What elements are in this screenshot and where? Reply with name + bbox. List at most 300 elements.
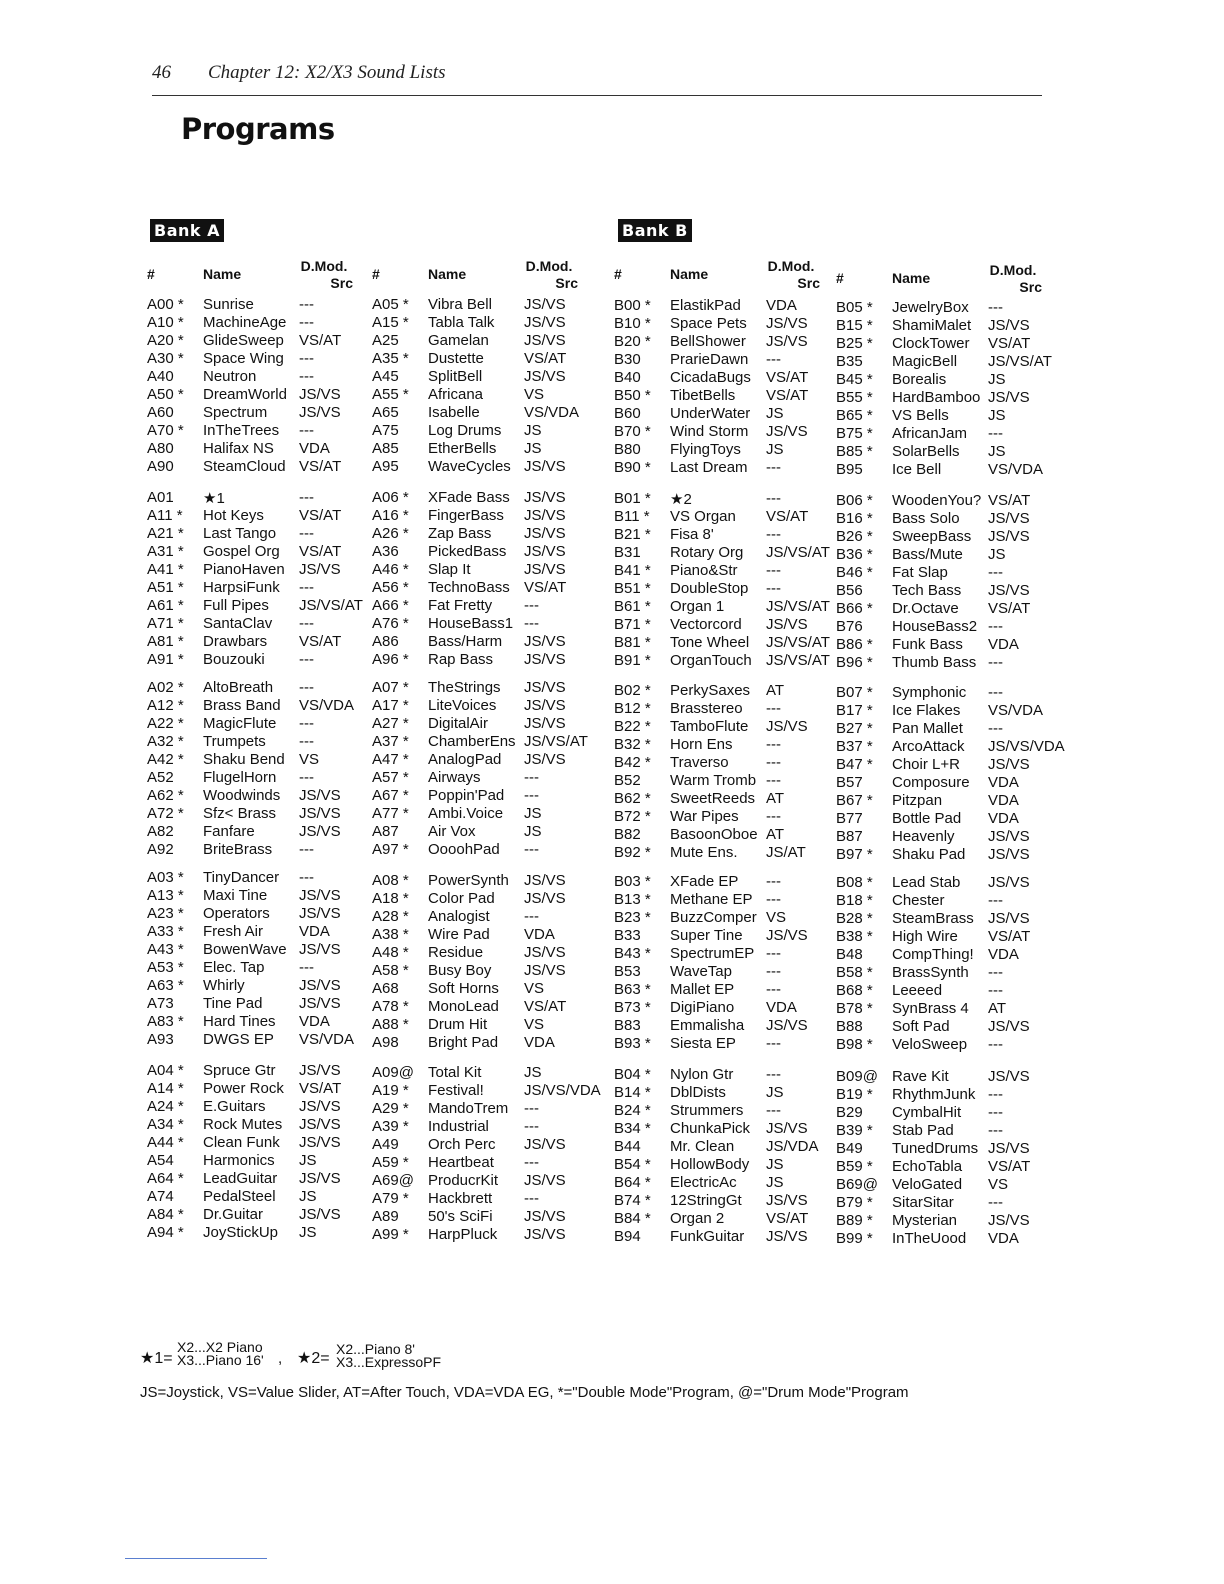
program-dmod-src: JS/VS [524, 458, 566, 475]
program-name: Brass Band [203, 697, 281, 714]
program-number: A62 * [147, 787, 184, 804]
program-number: B67 * [836, 792, 873, 809]
star1-label: ★1= [140, 1350, 173, 1367]
star2-x2: X2...Piano 8' [336, 1341, 415, 1357]
program-number: A24 * [147, 1098, 184, 1115]
program-dmod-src: JS/VS [766, 718, 808, 735]
program-number: A30 * [147, 350, 184, 367]
program-number: B62 * [614, 790, 651, 807]
program-number: B70 * [614, 423, 651, 440]
program-name: VS Bells [892, 407, 949, 424]
program-dmod-src: VS/VDA [988, 702, 1044, 719]
program-name: Leeeed [892, 982, 943, 999]
program-number: B71 * [614, 616, 651, 633]
program-number: A91 * [147, 651, 184, 668]
program-name: DWGS EP [203, 1031, 274, 1048]
program-dmod-src: --- [524, 1190, 539, 1207]
program-dmod-src: JS [766, 405, 784, 422]
program-dmod-src: JS/VS [299, 1206, 341, 1223]
program-number: A43 * [147, 941, 184, 958]
col-header-name: Name [892, 270, 931, 286]
program-name: CymbalHit [892, 1104, 962, 1121]
program-dmod-src: JS/VS [299, 1116, 341, 1133]
program-number: A21 * [147, 525, 184, 542]
program-name: DigitalAir [428, 715, 489, 732]
program-name: Whirly [203, 977, 245, 994]
program-number: A39 * [372, 1118, 409, 1135]
program-name: MagicBell [892, 353, 958, 370]
program-number: B17 * [836, 702, 873, 719]
program-number: A68 [372, 980, 399, 997]
program-dmod-src: --- [299, 489, 314, 506]
program-dmod-src: JS/VS [524, 507, 566, 524]
program-number: A69@ [372, 1172, 414, 1189]
program-name: Drawbars [203, 633, 268, 650]
program-number: A15 * [372, 314, 409, 331]
program-name: Wind Storm [670, 423, 749, 440]
program-number: A59 * [372, 1154, 409, 1171]
program-name: Full Pipes [203, 597, 269, 614]
program-name: Bouzouki [203, 651, 265, 668]
program-dmod-src: JS/VS [988, 874, 1030, 891]
program-dmod-src: JS/VS [766, 616, 808, 633]
program-dmod-src: JS/VS [988, 528, 1030, 545]
program-dmod-src: VS/AT [988, 928, 1031, 945]
program-name: Spruce Gtr [203, 1062, 276, 1079]
program-dmod-src: JS/VS [299, 386, 341, 403]
program-dmod-src: --- [299, 615, 314, 632]
program-dmod-src: --- [299, 769, 314, 786]
program-dmod-src: --- [988, 425, 1003, 442]
program-dmod-src: JS/VS [524, 872, 566, 889]
program-dmod-src: --- [988, 654, 1003, 671]
program-dmod-src: VDA [299, 440, 330, 457]
program-name: Festival! [428, 1082, 484, 1099]
program-dmod-src: JS [299, 1224, 317, 1241]
program-dmod-src: VS/AT [299, 633, 342, 650]
program-name: RhythmJunk [892, 1086, 976, 1103]
program-dmod-src: JS/VS [988, 1140, 1030, 1157]
program-dmod-src: --- [766, 459, 781, 476]
program-name: Isabelle [428, 404, 480, 421]
program-number: B52 [614, 772, 641, 789]
program-dmod-src: VS [299, 751, 320, 768]
program-dmod-src: JS/VS [766, 1192, 808, 1209]
program-dmod-src: JS/VS [524, 368, 566, 385]
program-name: PianoHaven [203, 561, 285, 578]
program-dmod-src: JS [524, 1064, 542, 1081]
program-number: A13 * [147, 887, 184, 904]
star2-label: ★2= [297, 1350, 330, 1367]
program-dmod-src: --- [524, 769, 539, 786]
program-number: A34 * [147, 1116, 184, 1133]
program-dmod-src: --- [766, 700, 781, 717]
program-name: LiteVoices [428, 697, 497, 714]
program-name: War Pipes [670, 808, 739, 825]
program-dmod-src: JS/VS [524, 751, 566, 768]
program-number: A38 * [372, 926, 409, 943]
program-name: TechnoBass [428, 579, 510, 596]
program-number: A84 * [147, 1206, 184, 1223]
program-number: B25 * [836, 335, 873, 352]
program-number: A99 * [372, 1226, 409, 1243]
program-number: A92 [147, 841, 174, 858]
program-name: HarpsiFunk [203, 579, 280, 596]
program-number: A31 * [147, 543, 184, 560]
program-name: BuzzComper [670, 909, 757, 926]
program-number: A19 * [372, 1082, 409, 1099]
program-number: A27 * [372, 715, 409, 732]
program-dmod-src: JS/VS/VDA [524, 1082, 601, 1099]
program-number: A07 * [372, 679, 409, 696]
program-number: B76 [836, 618, 863, 635]
program-name: Operators [203, 905, 270, 922]
program-dmod-src: JS/VS [524, 651, 566, 668]
program-dmod-src: --- [299, 715, 314, 732]
program-dmod-src: --- [766, 1102, 781, 1119]
program-dmod-src: --- [988, 1194, 1003, 1211]
program-number: B98 * [836, 1036, 873, 1053]
program-number: A04 * [147, 1062, 184, 1079]
program-dmod-src: JS/VS/AT [766, 634, 830, 651]
program-dmod-src: --- [299, 314, 314, 331]
program-number: B92 * [614, 844, 651, 861]
program-name: Poppin'Pad [428, 787, 505, 804]
program-name: SynBrass 4 [892, 1000, 969, 1017]
program-number: B89 * [836, 1212, 873, 1229]
program-number: B73 * [614, 999, 651, 1016]
program-number: B84 * [614, 1210, 651, 1227]
program-dmod-src: VDA [299, 1013, 330, 1030]
program-number: A52 [147, 769, 174, 786]
dmod-header-line1: D.Mod. [300, 258, 348, 274]
program-number: B86 * [836, 636, 873, 653]
program-dmod-src: --- [766, 963, 781, 980]
program-number: A88 * [372, 1016, 409, 1033]
program-number: B57 [836, 774, 863, 791]
program-dmod-src: --- [988, 1086, 1003, 1103]
program-name: Bottle Pad [892, 810, 962, 827]
program-number: A63 * [147, 977, 184, 994]
program-number: A08 * [372, 872, 409, 889]
program-dmod-src: --- [988, 564, 1003, 581]
program-name: TamboFlute [670, 718, 749, 735]
program-name: ElastikPad [670, 297, 741, 314]
program-name: Drum Hit [428, 1016, 488, 1033]
program-name: Rock Mutes [203, 1116, 283, 1133]
program-dmod-src: JS/VS [766, 423, 808, 440]
program-number: B19 * [836, 1086, 873, 1103]
program-name: Neutron [203, 368, 257, 385]
program-name: JewelryBox [892, 299, 969, 316]
program-name: Trumpets [203, 733, 266, 750]
program-name: Nylon Gtr [670, 1066, 734, 1083]
program-dmod-src: JS/VS/VDA [988, 738, 1065, 755]
program-number: B72 * [614, 808, 651, 825]
program-dmod-src: JS/VS/AT [766, 544, 830, 561]
program-dmod-src: VS/AT [766, 369, 809, 386]
program-dmod-src: VS [524, 980, 545, 997]
program-number: B80 [614, 441, 641, 458]
program-number: B26 * [836, 528, 873, 545]
program-name: Heavenly [892, 828, 955, 845]
program-dmod-src: --- [766, 754, 781, 771]
program-number: A28 * [372, 908, 409, 925]
program-dmod-src: VDA [766, 999, 797, 1016]
program-dmod-src: --- [299, 679, 314, 696]
program-name: Symphonic [892, 684, 967, 701]
program-name: Soft Pad [892, 1018, 950, 1035]
program-name: Brasstereo [670, 700, 743, 717]
program-name: Shaku Bend [203, 751, 285, 768]
program-dmod-src: JS/VS [524, 314, 566, 331]
program-dmod-src: JS/VS [299, 1134, 341, 1151]
program-dmod-src: JS [766, 1156, 784, 1173]
program-name: InTheUood [892, 1230, 967, 1247]
program-number: B22 * [614, 718, 651, 735]
program-name: LeadGuitar [203, 1170, 278, 1187]
dmod-header-line2: Src [555, 275, 578, 291]
program-number: B09@ [836, 1068, 878, 1085]
program-number: A12 * [147, 697, 184, 714]
program-number: B39 * [836, 1122, 873, 1139]
program-dmod-src: JS/VS [299, 1098, 341, 1115]
program-dmod-src: AT [766, 826, 785, 843]
program-name: Hackbrett [428, 1190, 493, 1207]
program-number: A51 * [147, 579, 184, 596]
program-dmod-src: JS/VS [299, 561, 341, 578]
program-dmod-src: --- [988, 892, 1003, 909]
program-name: SplitBell [428, 368, 483, 385]
program-number: B96 * [836, 654, 873, 671]
dmod-header-line1: D.Mod. [767, 258, 815, 274]
program-name: Dustette [428, 350, 484, 367]
program-name: Chester [892, 892, 945, 909]
program-name: Piano&Str [670, 562, 738, 579]
program-name: HouseBass2 [892, 618, 978, 635]
program-dmod-src: JS/VS/AT [299, 597, 363, 614]
program-dmod-src: --- [299, 869, 314, 886]
program-number: B08 * [836, 874, 873, 891]
program-number: A78 * [372, 998, 409, 1015]
program-name: ProducrKit [428, 1172, 499, 1189]
program-number: B85 * [836, 443, 873, 460]
program-dmod-src: --- [766, 562, 781, 579]
program-name: PickedBass [428, 543, 507, 560]
program-name: Sunrise [203, 296, 254, 313]
program-name: PerkySaxes [670, 682, 751, 699]
col-header-name: Name [670, 266, 709, 282]
program-name: Busy Boy [428, 962, 492, 979]
program-dmod-src: VS/VDA [299, 697, 355, 714]
program-name: Mysterian [892, 1212, 958, 1229]
program-dmod-src: JS/VS [524, 1172, 566, 1189]
program-name: ChunkaPick [670, 1120, 751, 1137]
program-name: SitarSitar [892, 1194, 954, 1211]
program-number: A33 * [147, 923, 184, 940]
program-name: Residue [428, 944, 484, 961]
program-dmod-src: JS/VS [766, 333, 808, 350]
program-name: Industrial [428, 1118, 489, 1135]
program-name: SantaClav [203, 615, 273, 632]
program-name: Halifax NS [203, 440, 274, 457]
program-name: DigiPiano [670, 999, 735, 1016]
program-name: Spectrum [203, 404, 268, 421]
program-dmod-src: VDA [988, 774, 1019, 791]
program-dmod-src: JS/VS [766, 927, 808, 944]
program-number: A48 * [372, 944, 409, 961]
col-header-dmod-src [295, 258, 353, 292]
program-dmod-src: JS/VS/AT [988, 353, 1052, 370]
program-dmod-src: JS/VS/AT [766, 652, 830, 669]
program-dmod-src: JS/VS [766, 1120, 808, 1137]
program-number: B12 * [614, 700, 651, 717]
program-dmod-src: --- [299, 651, 314, 668]
program-number: A25 [372, 332, 399, 349]
program-name: Mr. Clean [670, 1138, 735, 1155]
program-number: A00 * [147, 296, 184, 313]
dmod-header-line1: D.Mod. [525, 258, 573, 274]
program-number: B65 * [836, 407, 873, 424]
program-dmod-src: VS/AT [766, 508, 809, 525]
program-name: FlugelHorn [203, 769, 277, 786]
program-name: Slap It [428, 561, 471, 578]
program-name: WoodenYou? [892, 492, 982, 509]
program-dmod-src: JS/VS [299, 404, 341, 421]
program-number: B55 * [836, 389, 873, 406]
col-header-number: # [836, 270, 844, 286]
program-number: A22 * [147, 715, 184, 732]
program-dmod-src: --- [988, 982, 1003, 999]
program-number: A36 [372, 543, 399, 560]
program-dmod-src: JS/VS [524, 332, 566, 349]
program-dmod-src: JS/VS [524, 715, 566, 732]
program-name: AltoBreath [203, 679, 274, 696]
dmod-header-line2: Src [330, 275, 353, 291]
program-name: ★1 [203, 490, 225, 507]
program-name: HarpPluck [428, 1226, 498, 1243]
program-dmod-src: JS/VS [524, 944, 566, 961]
page-number: 46 [152, 62, 171, 83]
program-name: VeloGated [892, 1176, 963, 1193]
program-dmod-src: VS/VDA [988, 461, 1044, 478]
program-number: A20 * [147, 332, 184, 349]
program-number: A44 * [147, 1134, 184, 1151]
program-dmod-src: VDA [988, 810, 1019, 827]
program-dmod-src: JS/VDA [766, 1138, 819, 1155]
program-number: B21 * [614, 526, 651, 543]
program-number: A61 * [147, 597, 184, 614]
program-dmod-src: JS [766, 441, 784, 458]
program-number: B83 [614, 1017, 641, 1034]
program-number: B49 [836, 1140, 863, 1157]
program-name: Orch Perc [428, 1136, 496, 1153]
program-name: Sfz< Brass [203, 805, 276, 822]
program-name: Bass Solo [892, 510, 960, 527]
program-number: A06 * [372, 489, 409, 506]
program-dmod-src: --- [524, 615, 539, 632]
program-number: A89 [372, 1208, 399, 1225]
program-name: Gospel Org [203, 543, 280, 560]
program-dmod-src: --- [299, 422, 314, 439]
program-number: B29 [836, 1104, 863, 1121]
program-number: B77 [836, 810, 863, 827]
program-dmod-src: VS/AT [299, 458, 342, 475]
star2-x3: X3...ExpressoPF [336, 1354, 442, 1370]
program-name: VS Organ [670, 508, 736, 525]
program-name: Fisa 8' [670, 526, 714, 543]
program-dmod-src: VDA [766, 297, 797, 314]
program-dmod-src: JS/VS [524, 697, 566, 714]
program-number: A74 [147, 1188, 174, 1205]
program-number: B99 * [836, 1230, 873, 1247]
program-dmod-src: JS/VS [524, 679, 566, 696]
program-name: MagicFlute [203, 715, 277, 732]
program-name: ElectricAc [670, 1174, 737, 1191]
program-dmod-src: JS/VS [988, 1068, 1030, 1085]
program-name: WaveTap [670, 963, 732, 980]
program-number: B47 * [836, 756, 873, 773]
program-name: Lead Stab [892, 874, 961, 891]
program-number: A66 * [372, 597, 409, 614]
program-number: A71 * [147, 615, 184, 632]
program-number: B87 [836, 828, 863, 845]
program-dmod-src: JS [766, 1084, 784, 1101]
program-dmod-src: --- [299, 579, 314, 596]
program-name: FlyingToys [670, 441, 741, 458]
program-name: Space Pets [670, 315, 747, 332]
program-name: ArcoAttack [892, 738, 965, 755]
program-name: Choir L+R [892, 756, 960, 773]
program-number: A72 * [147, 805, 184, 822]
program-dmod-src: JS/VS [988, 846, 1030, 863]
program-number: B66 * [836, 600, 873, 617]
program-name: EtherBells [428, 440, 497, 457]
program-number: A02 * [147, 679, 184, 696]
program-dmod-src: --- [766, 1035, 781, 1052]
program-dmod-src: JS [299, 1152, 317, 1169]
program-number: A01 [147, 489, 174, 506]
program-number: A56 * [372, 579, 409, 596]
program-number: B37 * [836, 738, 873, 755]
program-number: B05 * [836, 299, 873, 316]
program-name: Bass/Harm [428, 633, 503, 650]
program-number: B69@ [836, 1176, 878, 1193]
program-dmod-src: --- [988, 618, 1003, 635]
program-number: B63 * [614, 981, 651, 998]
program-number: B23 * [614, 909, 651, 926]
program-name: EchoTabla [892, 1158, 963, 1175]
dmod-header-line2: Src [797, 275, 820, 291]
program-name: SteamBrass [892, 910, 974, 927]
program-number: A03 * [147, 869, 184, 886]
program-number: B03 * [614, 873, 651, 890]
bank-a-badge: Bank A [150, 219, 224, 242]
program-name: TibetBells [670, 387, 736, 404]
program-name: Methane EP [670, 891, 753, 908]
program-name: DblDists [670, 1084, 726, 1101]
program-dmod-src: JS/VS/AT [524, 733, 588, 750]
program-dmod-src: JS/VS [524, 1226, 566, 1243]
program-name: Shaku Pad [892, 846, 966, 863]
program-name: Fanfare [203, 823, 255, 840]
program-dmod-src: --- [766, 580, 781, 597]
program-name: Rotary Org [670, 544, 744, 561]
bank-b-badge: Bank B [618, 219, 692, 242]
program-number: A32 * [147, 733, 184, 750]
program-number: A17 * [372, 697, 409, 714]
program-number: B35 [836, 353, 863, 370]
